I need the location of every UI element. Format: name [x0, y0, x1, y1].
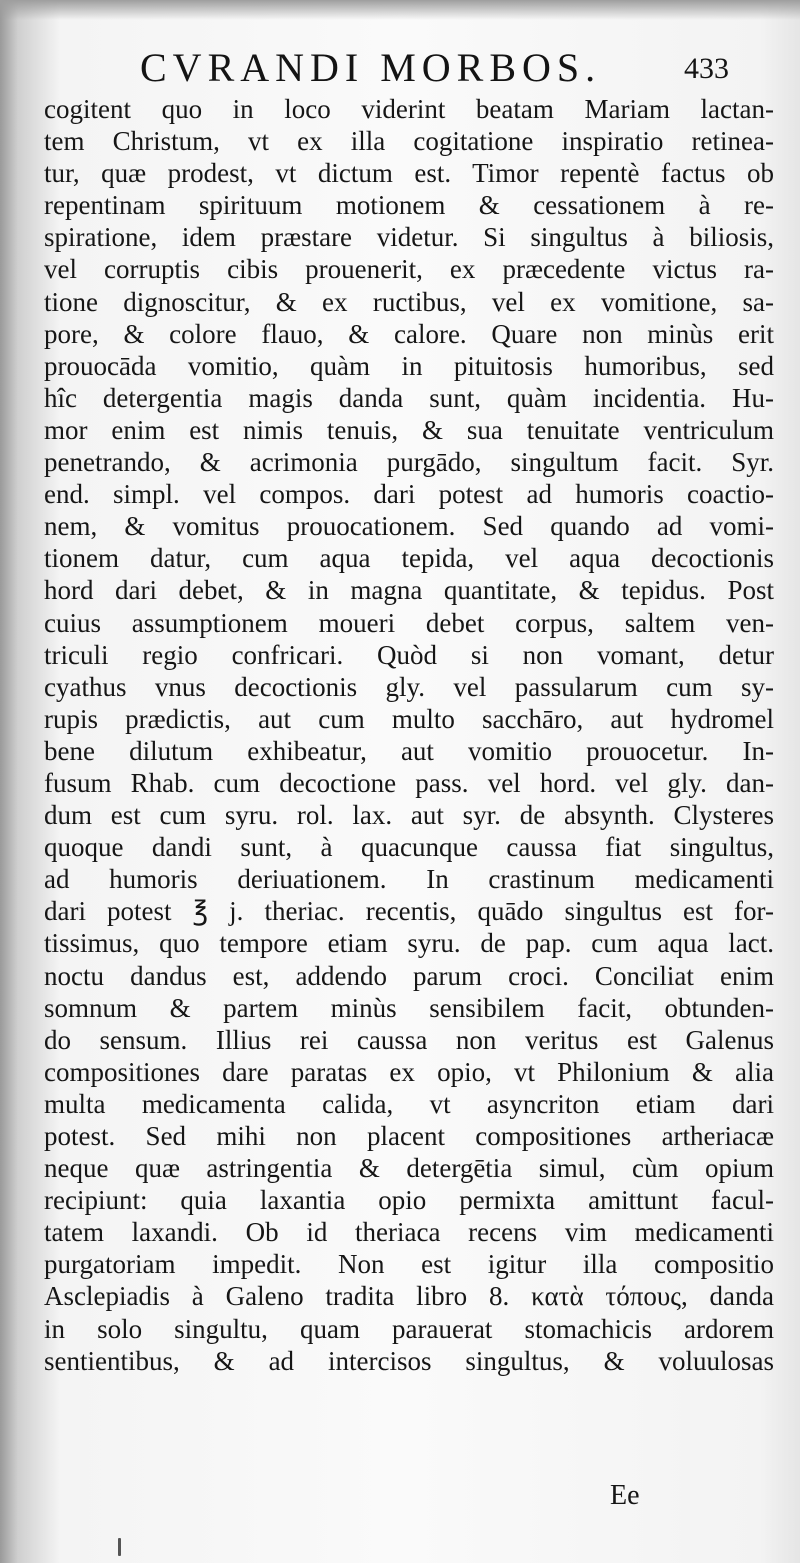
text-line: bene dilutum exhibeatur, aut vomitio prouocetur. In- — [44, 735, 774, 766]
text-line: cuius assumptionem moueri debet corpus, saltem ven- — [44, 607, 774, 638]
text-line: neque quæ astringentia & detergētia simul, cùm opium — [44, 1153, 774, 1184]
ink-mark — [118, 1538, 121, 1556]
text-line: spiratione, idem præstare videtur. Si singultus à biliosis, — [44, 222, 774, 253]
text-line: potest. Sed mihi non placent compositiones artheriacæ — [44, 1121, 774, 1151]
page-header — [0, 40, 800, 94]
catchword: Ee — [610, 1480, 640, 1511]
text-line: cyathus vnus decoctionis gly. vel passularum cum sy- — [44, 671, 774, 702]
text-line: prouocāda vomitio, quàm in pituitosis humoribus, sed — [44, 350, 774, 381]
text-line: dum est cum syru. rol. lax. aut syr. de absynth. Clysteres — [44, 800, 774, 831]
page-top-shadow — [0, 0, 800, 20]
text-line: compositiones dare paratas ex opio, vt Philonium & alia — [44, 1056, 774, 1087]
text-line: vel corruptis cibis prouenerit, ex præcedente victus ra- — [44, 254, 774, 285]
text-line: recipiunt: quia laxantia opio permixta amittunt facul- — [44, 1185, 774, 1216]
text-line: tionem datur, cum aqua tepida, vel aqua decoctionis — [44, 543, 774, 574]
text-line: tione dignoscitur, & ex ructibus, vel ex vomitione, sa- — [44, 286, 774, 317]
text-line: tur, quæ prodest, vt dictum est. Timor repentè factus ob — [44, 158, 774, 189]
text-line: tem Christum, vt ex illa cogitatione inspiratio retinea- — [44, 126, 774, 157]
text-line: in solo singultu, quam parauerat stomachicis ardorem — [44, 1313, 774, 1344]
text-line: nem, & vomitus prouocationem. Sed quando ad vomi- — [44, 511, 774, 542]
text-line: triculi regio confricari. Quòd si non vomant, detur — [44, 639, 774, 670]
text-line: ad humoris deriuationem. In crastinum medicamenti — [44, 864, 774, 895]
text-line: tissimus, quo tempore etiam syru. de pap. cum aqua lact. — [44, 928, 774, 959]
text-line: end. simpl. vel compos. dari potest ad humoris coactio- — [44, 479, 774, 510]
text-line: repentinam spirituum motionem & cessationem à re- — [44, 190, 774, 221]
text-line: rupis prædictis, aut cum multo sacchāro, aut hydromel — [44, 703, 774, 734]
text-line: multa medicamenta calida, vt asyncriton etiam dari — [44, 1088, 774, 1119]
text-line: noctu dandus est, addendo parum croci. Conciliat enim — [44, 960, 774, 991]
text-line: hord dari debet, & in magna quantitate, & tepidus. Post — [44, 575, 774, 606]
text-line: penetrando, & acrimonia purgādo, singultum facit. Syr. — [44, 447, 774, 478]
running-title: CVRANDI MORBOS. — [140, 45, 602, 90]
text-line: hîc detergentia magis danda sunt, quàm incidentia. Hu- — [44, 382, 774, 413]
text-line: fusum Rhab. cum decoctione pass. vel hord. vel gly. dan- — [44, 767, 774, 798]
text-line: quoque dandi sunt, à quacunque caussa fiat singultus, — [44, 832, 774, 863]
text-line: pore, & colore flauo, & calore. Quare non minùs erit — [44, 318, 774, 349]
page-number: 433 — [684, 52, 729, 85]
text-line: sentientibus, & ad intercisos singultus, & voluulosas — [44, 1345, 774, 1376]
text-line: mor enim est nimis tenuis, & sua tenuitate ventriculum — [44, 414, 774, 445]
text-line: somnum & partem minùs sensibilem facit, obtunden- — [44, 992, 774, 1023]
text-line: tatem laxandi. Ob id theriaca recens vim medicamenti — [44, 1217, 774, 1248]
text-line: Asclepiadis à Galeno tradita libro 8. κατὰ τόπους, danda — [44, 1281, 774, 1312]
text-line: purgatoriam impedit. Non est igitur illa compositio — [44, 1249, 774, 1280]
text-line: dari potest ℥ j. theriac. recentis, quādo singultus est for- — [44, 896, 774, 927]
text-line: do sensum. Illius rei caussa non veritus est Galenus — [44, 1024, 774, 1055]
text-line: cogitent quo in loco viderint beatam Mariam lactan- — [44, 94, 774, 124]
body-text — [44, 93, 774, 1377]
